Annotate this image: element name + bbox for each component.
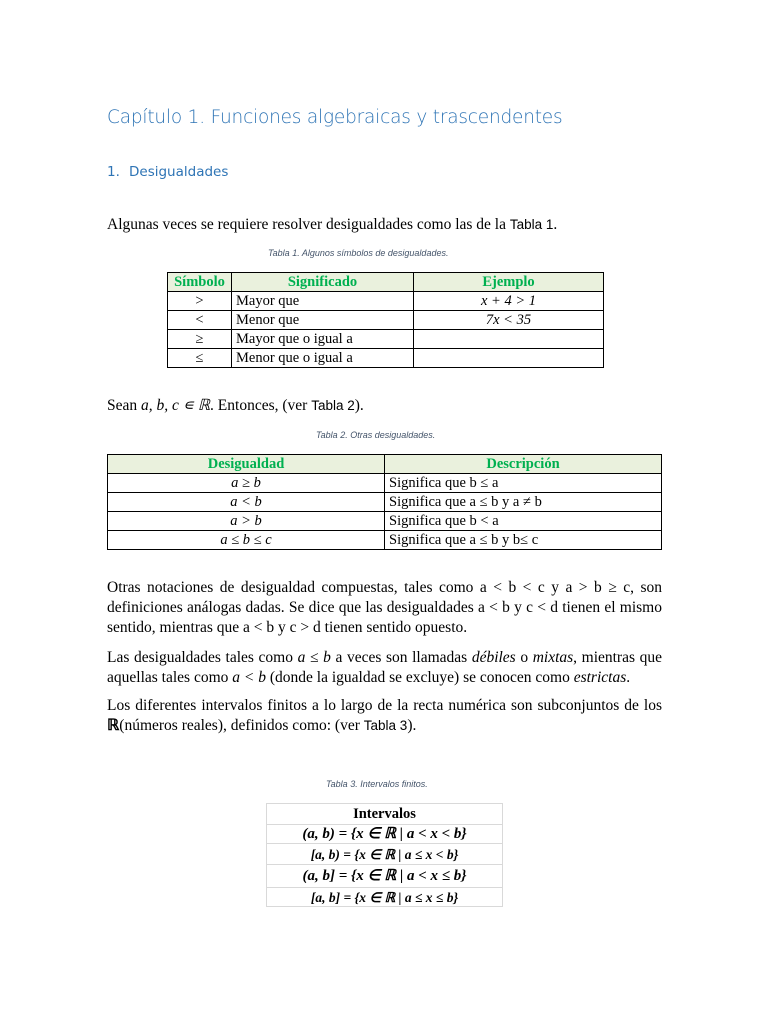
table-cell: ≥ <box>168 330 232 349</box>
table-header-row <box>168 273 604 292</box>
table2-caption: Tabla 2. Otras desigualdades. <box>316 430 436 440</box>
paragraph-text: , mientras que aquellas tales como <box>107 649 662 686</box>
table-row <box>168 311 604 330</box>
table-header-row <box>108 455 662 474</box>
paragraph-text: (números reales), definidos como: (ver <box>119 717 364 734</box>
chapter-title: Capítulo 1. Funciones algebraicas y trascendentes <box>107 107 563 128</box>
table-cell: Menor que <box>232 311 414 330</box>
paragraph-text: . <box>626 669 631 686</box>
table-cell: Significa que a ≤ b y b≤ c <box>385 531 662 550</box>
table-row <box>168 292 604 311</box>
paragraph-intro <box>107 215 662 235</box>
math-expression: a ≤ b <box>297 649 331 666</box>
table-row <box>267 825 503 844</box>
table-cell: Mayor que o igual a <box>232 330 414 349</box>
section-title: Desigualdades <box>129 164 229 180</box>
table-finite-intervals <box>266 803 503 907</box>
emphasis: débiles <box>471 649 516 666</box>
table-row <box>168 330 604 349</box>
paragraph-text: (donde la igualdad se excluye) se conocen como <box>265 669 574 686</box>
paragraph-sean <box>107 396 662 416</box>
table-cell: (a, b) = {x ∈ ℝ | a < x < b} <box>267 825 503 844</box>
table-cell: Significa que a ≤ b y a ≠ b <box>385 493 662 512</box>
column-header: Significado <box>232 273 414 292</box>
math-expression: a, b, c ∊ ℝ <box>141 397 211 414</box>
table-cell: > <box>168 292 232 311</box>
reals-symbol: ℝ <box>107 717 120 734</box>
table-cell: a ≥ b <box>108 474 385 493</box>
column-header: Desigualdad <box>108 455 385 474</box>
table-cell: ≤ <box>168 349 232 368</box>
table-row <box>267 844 503 865</box>
table-row <box>108 474 662 493</box>
table-cell: [a, b] = {x ∈ ℝ | a ≤ x ≤ b} <box>267 888 503 907</box>
table3-caption: Tabla 3. Intervalos finitos. <box>326 779 428 789</box>
table-header-row <box>267 804 503 825</box>
paragraph-text: Los diferentes intervalos finitos a lo largo de la recta numérica son subconjuntos de los <box>107 697 662 714</box>
column-header: Símbolo <box>168 273 232 292</box>
paragraph-intervals <box>107 696 662 736</box>
table-row <box>108 493 662 512</box>
table-cell: 7x < 35 <box>414 311 604 330</box>
table-cell: Significa que b < a <box>385 512 662 531</box>
table-row <box>108 512 662 531</box>
paragraph-text: . Entonces, (ver <box>210 397 312 414</box>
paragraph-text: a veces son llamadas <box>330 649 472 666</box>
table-cell: Significa que b ≤ a <box>385 474 662 493</box>
table-cell <box>414 349 604 368</box>
column-header: Ejemplo <box>414 273 604 292</box>
section-number: 1. <box>107 164 120 180</box>
math-expression: a < b <box>232 669 266 686</box>
table-cell: x + 4 > 1 <box>414 292 604 311</box>
paragraph-text: . <box>553 216 558 233</box>
table-reference: Tabla 1 <box>509 217 554 232</box>
emphasis: mixtas <box>532 649 574 666</box>
column-header: Intervalos <box>267 804 503 825</box>
section-heading <box>107 164 228 180</box>
table-cell: Menor que o igual a <box>232 349 414 368</box>
table-inequality-symbols <box>167 272 604 368</box>
emphasis: estrictas <box>573 669 627 686</box>
column-header: Descripción <box>385 455 662 474</box>
paragraph-text: o <box>515 649 533 666</box>
table-cell <box>414 330 604 349</box>
paragraph-text: ). <box>354 397 364 414</box>
paragraph-text: ). <box>407 717 417 734</box>
table-row <box>108 531 662 550</box>
table-cell: < <box>168 311 232 330</box>
table-cell: a < b <box>108 493 385 512</box>
table-cell: a > b <box>108 512 385 531</box>
table-row <box>267 865 503 888</box>
table-cell: (a, b] = {x ∈ ℝ | a < x ≤ b} <box>267 865 503 888</box>
table-other-inequalities <box>107 454 662 550</box>
paragraph-text: Algunas veces se requiere resolver desigualdades como las de la <box>107 216 510 233</box>
paragraph-text: Sean <box>107 397 142 414</box>
table-reference: Tabla 2 <box>311 398 355 413</box>
table-row <box>168 349 604 368</box>
table-cell: Mayor que <box>232 292 414 311</box>
paragraph-weak-strict <box>107 648 662 688</box>
table-row <box>267 888 503 907</box>
paragraph-text: Las desigualdades tales como <box>107 649 298 666</box>
paragraph-compound: Otras notaciones de desigualdad compuestas, tales como a < b < c y a > b ≥ c, son definiciones análogas dadas. Se dice que las desigualdades a < b y c < d tienen el mismo sentido, mientras que a < b y c > d tienen sentido opuesto. <box>107 579 662 636</box>
table-cell: [a, b) = {x ∈ ℝ | a ≤ x < b} <box>267 844 503 865</box>
table1-caption: Tabla 1. Algunos símbolos de desigualdades. <box>268 248 449 258</box>
table-reference: Tabla 3 <box>363 718 408 733</box>
table-cell: a ≤ b ≤ c <box>108 531 385 550</box>
